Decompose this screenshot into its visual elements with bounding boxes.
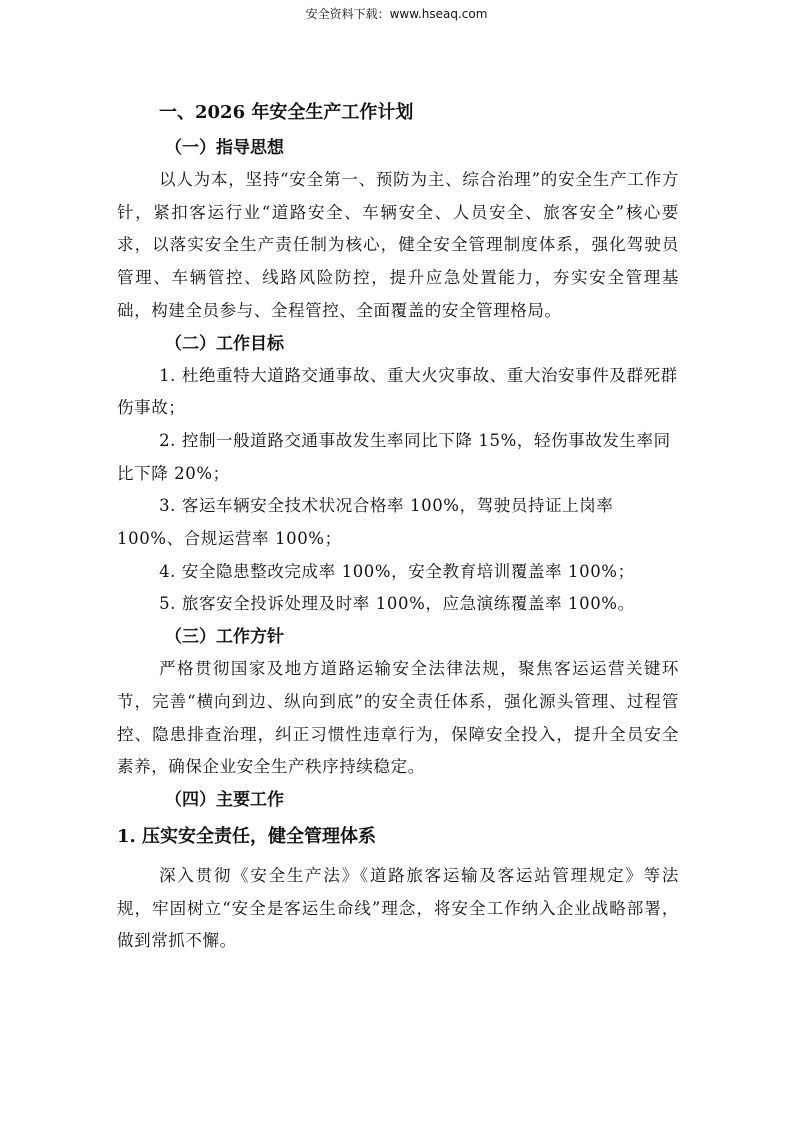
document-title: 一、2026 年安全生产工作计划: [159, 102, 414, 123]
page-header: 安全资料下载：www.hseaq.com: [305, 7, 488, 21]
subsection-1-heading: 1. 压实安全责任，健全管理体系: [117, 825, 377, 847]
goal-item-1: 1. 杜绝重特大道路交通事故、重大火灾事故、重大治安事件及群死群伤事故；: [117, 365, 678, 418]
goal-item-3: 3. 客运车辆安全技术状况合格率 100%，驾驶员持证上岗率 100%、合规运营率 100%；: [117, 496, 614, 549]
section-3-paragraph: 严格贯彻国家及地方道路运输安全法律法规，聚焦客运运营关键环节，完善“横向到边、纵向到底”的安全责任体系，强化源头管理、过程管控、隐患排查治理，纠正习惯性违章行为，保障安全投入，提升全员安全素养，确保企业安全生产秩序持续稳定。: [117, 659, 679, 777]
goal-item-5: 5. 旅客安全投诉处理及时率 100%，应急演练覆盖率 100%。: [159, 594, 635, 614]
subsection-1-paragraph: 深入贯彻《安全生产法》《道路旅客运输及客运站管理规定》等法规，牢固树立“安全是客运生命线”理念，将安全工作纳入企业战略部署，做到常抓不懈。: [117, 865, 679, 951]
document-body: [117, 96, 679, 958]
section-1-paragraph: 以人为本，坚持“安全第一、预防为主、综合治理”的安全生产工作方针，紧扣客运行业“道路安全、车辆安全、人员安全、旅客安全”核心要求，以落实安全生产责任制为核心，健全安全管理制度体系，强化驾驶员管理、车辆管控、线路风险防控，提升应急处置能力，夯实安全管理基础，构建全员参与、全程管控、全面覆盖的安全管理格局。: [117, 170, 679, 320]
section-2-heading: （二）工作目标: [165, 333, 284, 354]
section-1-heading: （一）指导思想: [165, 138, 284, 158]
goal-item-4: 4. 安全隐患整改完成率 100%，安全教育培训覆盖率 100%；: [159, 561, 635, 581]
section-4-heading: （四）主要工作: [165, 789, 284, 810]
section-3-heading: （三）工作方针: [165, 627, 284, 648]
goal-item-2: 2. 控制一般道路交通事故发生率同比下降 15%，轻伤事故发生率同比下降 20%；: [117, 430, 671, 483]
